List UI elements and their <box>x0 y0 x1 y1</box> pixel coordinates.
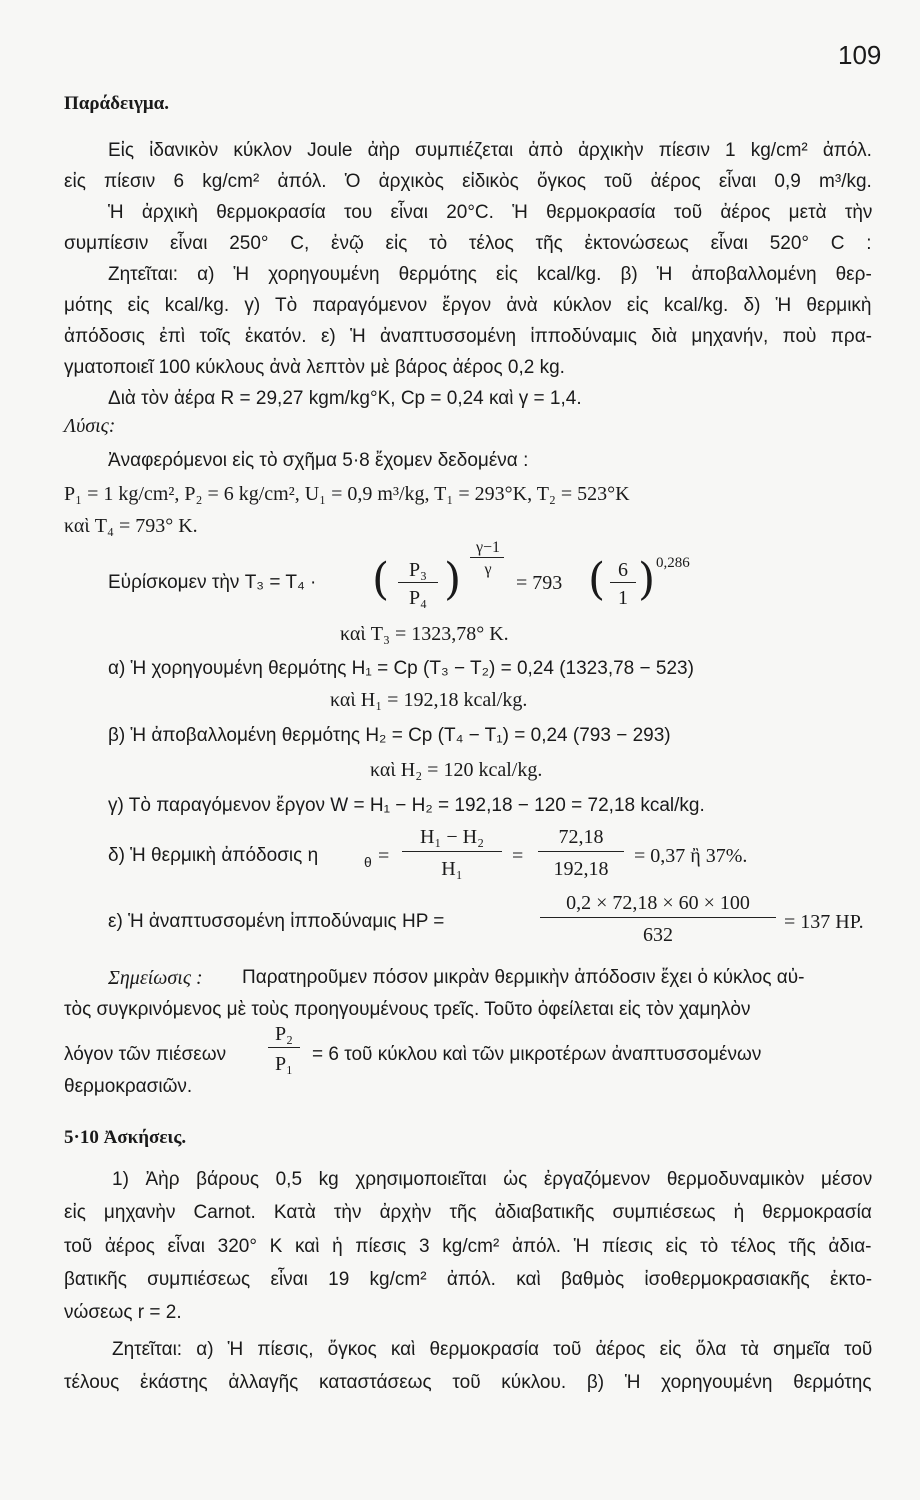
close-paren: ) <box>444 554 462 605</box>
efficiency-num2: 72,18 <box>558 826 604 848</box>
air-data: Διὰ τὸν ἀέρα R = 29,27 kgm/kg°K, Cp = 0,24 καὶ γ = 1,4. <box>108 388 582 409</box>
heat-supplied-result: καὶ H₁ = 192,18 kcal/kg. <box>330 689 528 711</box>
open-paren: ( <box>372 554 390 605</box>
ratio-den: P₁ <box>274 1053 294 1075</box>
ratio-rest: = 6 τοῦ κύκλου καὶ τῶν μικροτέρων ἀναπτυσσομένων <box>312 1044 762 1065</box>
asked-line-2: μότης εἰς kcal/kg. γ) Τὸ παραγόμενον ἔργον ἀνὰ κύκλον εἰς kcal/kg. δ) Ἡ θερμικὴ <box>64 295 872 316</box>
exercise-line-4: βατικῆς συμπιέσεως εἶναι 19 kg/cm² ἀπόλ. καὶ βαθμὸς ἰσοθερμοκρασιακῆς ἐκτο- <box>64 1269 873 1290</box>
note-line-2: τὸς συγκρινόμενος μὲ τοὺς προηγουμένους τρεῖς. Τοῦτο ὀφείλεται εἰς τὸν χαμηλὸν <box>64 999 751 1020</box>
t3-result: καὶ T₃ = 1323,78° K. <box>340 623 509 645</box>
t3-exp2: 0,286 <box>656 555 690 571</box>
problem-line-4: συμπίεσιν εἶναι 250° C, ἐνῷ εἰς τὸ τέλος τῆς ἐκτονώσεως εἶναι 520° C : <box>64 233 872 254</box>
close-paren-2: ) <box>638 554 656 605</box>
asked-line-1: Ζητεῖται: α) Ἡ χορηγουμένη θερμότης εἰς kcal/kg. β) Ἡ ἀποβαλλομένη θερ- <box>108 264 872 285</box>
t3-exp-num: γ−1 <box>475 539 501 556</box>
t3-lead: Εὑρίσκομεν τὴν T₃ = T₄ · <box>108 572 317 593</box>
horsepower-lead: ε) Ἡ ἀναπτυσσομένη ἱπποδύναμις HP = <box>108 911 445 932</box>
t3-eq: = 793 <box>516 572 563 594</box>
note-line-1: Παρατηροῦμεν πόσον μικρὰν θερμικὴν ἀπόδοσιν ἔχει ὁ κύκλος αὐ- <box>242 967 805 988</box>
t3-frac-num: P₃ <box>408 559 428 581</box>
given-line-2: καὶ T₄ = 793° K. <box>64 515 198 537</box>
exercise-line-1: 1) Ἀὴρ βάρους 0,5 kg χρησιμοποιεῖται ὡς ἐργαζόμενον θερμοδυναμικὸν μέσον <box>112 1169 873 1190</box>
efficiency-bar1 <box>402 851 502 852</box>
page-number: 109 <box>838 40 882 70</box>
t3-frac2-den: 1 <box>618 587 628 609</box>
efficiency-lead: δ) Ἡ θερμικὴ ἀπόδοσις η <box>108 845 319 866</box>
efficiency-num1: H₁ − H₂ <box>419 826 485 848</box>
efficiency-bar2 <box>538 851 624 852</box>
open-paren-2: ( <box>588 554 606 605</box>
efficiency-subscript: θ <box>364 854 372 870</box>
solution-intro: Ἀναφερόμενοι εἰς τὸ σχῆμα 5·8 ἔχομεν δεδομένα : <box>108 450 529 471</box>
problem-line-3: Ἡ ἀρχικὴ θερμοκρασία του εἶναι 20°C. Ἡ θερμοκρασία τοῦ ἀέρος μετὰ τὴν <box>108 202 873 223</box>
problem-line-1: Εἰς ἰδανικὸν κύκλον Joule ἀὴρ συμπιέζεται ἀπὸ ἀρχικὴν πίεσιν 1 kg/cm² ἀπόλ. <box>108 140 872 161</box>
ratio-bar <box>268 1047 300 1048</box>
work-line: γ) Τὸ παραγόμενον ἔργον W = H₁ − H₂ = 192,18 − 120 = 72,18 kcal/kg. <box>108 795 705 816</box>
t3-frac2-num: 6 <box>618 559 628 581</box>
solution-heading: Λύσις: <box>64 415 116 437</box>
t3-frac-den: P₄ <box>408 587 428 609</box>
note-line-4: θερμοκρασιῶν. <box>64 1076 193 1097</box>
asked-line-3: ἀπόδοσις ἐπὶ τοῖς ἑκατόν. ε) Ἡ ἀναπτυσσομένη ἱπποδύναμις διὰ μηχανήν, ποὺ πρα- <box>64 326 873 347</box>
heat-rejected-line: β) Ἡ ἀποβαλλομένη θερμότης H₂ = Cp (T₄ − T₁) = 0,24 (793 − 293) <box>108 725 671 746</box>
horsepower-num: 0,2 × 72,18 × 60 × 100 <box>566 892 750 914</box>
problem-line-2: εἰς πίεσιν 6 kg/cm² ἀπόλ. Ὁ ἀρχικὸς εἰδικὸς ὄγκος τοῦ ἀέρος εἶναι 0,9 m³/kg. <box>64 171 872 192</box>
horsepower-den: 632 <box>643 924 673 946</box>
exercise-line-2: εἰς μηχανὴν Carnot. Κατὰ τὴν ἀρχὴν τῆς ἀδιαβατικῆς συμπιέσεως ἡ θερμοκρασία <box>64 1202 872 1223</box>
efficiency-den2: 192,18 <box>553 858 609 880</box>
exercise-asked-1: Ζητεῖται: α) Ἡ πίεσις, ὄγκος καὶ θερμοκρασία τοῦ ἀέρος εἰς ὅλα τὰ σημεῖα τοῦ <box>112 1339 873 1360</box>
heat-supplied-line: α) Ἡ χορηγουμένη θερμότης H₁ = Cp (T₃ − T₂) = 0,24 (1323,78 − 523) <box>108 658 694 679</box>
ratio-num: P₂ <box>274 1023 294 1045</box>
note-label: Σημείωσις : <box>108 967 203 989</box>
horsepower-bar <box>540 917 776 918</box>
efficiency-result: = 0,37 ἢ 37%. <box>634 845 748 867</box>
horsepower-result: = 137 HP. <box>784 911 864 933</box>
t3-exp-bar <box>470 557 504 558</box>
example-heading: Παράδειγμα. <box>64 93 170 114</box>
efficiency-den1: H₁ <box>441 858 463 880</box>
t3-exp-den: γ <box>484 561 492 578</box>
exercise-line-5: νώσεως r = 2. <box>64 1302 182 1323</box>
ratio-lead: λόγον τῶν πιέσεων <box>64 1044 227 1065</box>
efficiency-eq1: = <box>378 845 390 867</box>
heat-rejected-result: καὶ H₂ = 120 kcal/kg. <box>370 759 543 781</box>
given-line-1: P₁ = 1 kg/cm², P₂ = 6 kg/cm², U₁ = 0,9 m³/kg, T₁ = 293°K, T₂ = 523°K <box>64 483 630 505</box>
exercise-asked-2: τέλους ἑκάστης ἀλλαγῆς καταστάσεως τοῦ κύκλου. β) Ἡ χορηγουμένη θερμότης <box>64 1372 872 1393</box>
t3-frac-bar <box>398 582 438 583</box>
asked-line-4: γματοποιεῖ 100 κύκλους ἀνὰ λεπτὸν μὲ βάρος ἀέρος 0,2 kg. <box>64 357 565 378</box>
efficiency-eq2: = <box>512 845 524 867</box>
t3-frac2-bar <box>610 582 636 583</box>
exercise-line-3: τοῦ ἀέρος εἶναι 320° K καὶ ἡ πίεσις 3 kg/cm² ἀπόλ. Ἡ πίεσις εἰς τὸ τέλος τῆς ἀδια- <box>64 1236 872 1257</box>
exercises-heading: 5·10 Ἀσκήσεις. <box>64 1127 187 1148</box>
